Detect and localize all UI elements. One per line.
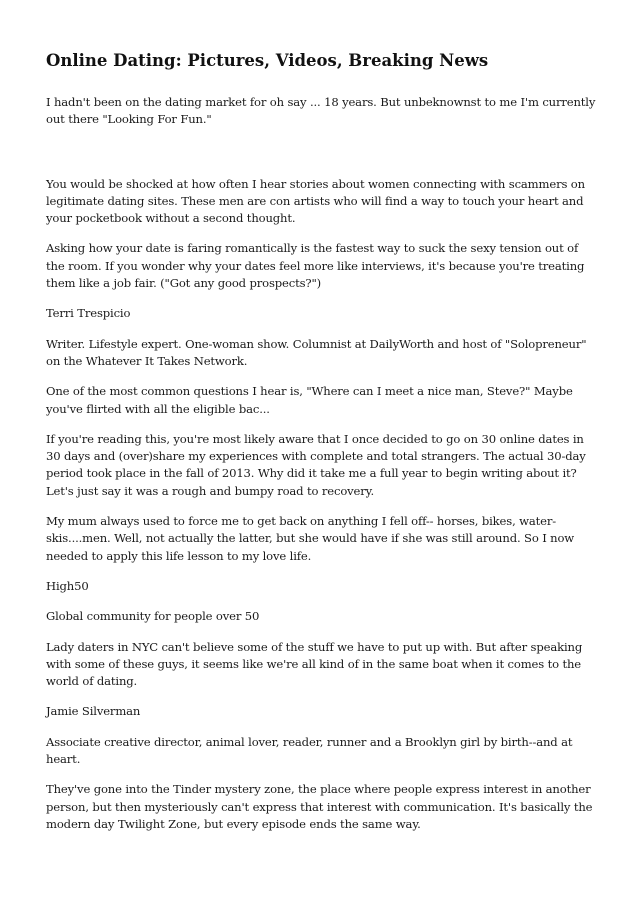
paragraph-nice-man: One of the most common questions I hear is, "Where can I meet a nice man, Steve?" Maybe you've flirted with all the eligible bac...	[46, 384, 573, 416]
paragraph-nyc-daters: Lady daters in NYC can't believe some of the stuff we have to put up with. But after speaking with some of these guys, it seems like we're all kind of in the same boat when it comes to the world of dating.	[46, 639, 583, 689]
section-gap	[46, 142, 598, 176]
paragraph-30-dates: If you're reading this, you're most likely aware that I once decided to go on 30 online dates in 30 days and (over)share my experiences with complete and total strangers. The actual 30-day period took place in the fall of 2013. Why did it take me a full year to begin writing about it? Let's just say it was a rough and bumpy road to recovery.	[46, 431, 586, 498]
author-name: Jamie Silverman	[46, 704, 141, 719]
paragraph-intro: I hadn't been on the dating market for oh say ... 18 years. But unbeknownst to me I'm currently out there "Looking For Fun."	[46, 95, 596, 127]
paragraph-mum: My mum always used to force me to get back on anything I fell off-- horses, bikes, water-skis....men. Well, not actually the latter, but she would have if she was still around. So I now needed to apply this life lesson to my love life.	[46, 514, 575, 563]
author-bio: Associate creative director, animal lover, reader, runner and a Brooklyn girl by birth--and at heart.	[46, 734, 573, 767]
paragraph-tinder: They've gone into the Tinder mystery zone, the place where people express interest in another person, but then mysteriously can't express that interest with communication. It's basically the modern day Twilight Zone, but every episode ends the same way.	[46, 782, 593, 831]
paragraph-romance-question: Asking how your date is faring romantically is the fastest way to suck the sexy tension out of the room. If you wonder why your dates feel more like interviews, it's because you're treating them like a job fair. ("Got any good prospects?")	[46, 241, 585, 291]
page-title: Online Dating: Pictures, Videos, Breaking News	[46, 51, 489, 70]
paragraph-scammers: You would be shocked at how often I hear stories about women connecting with scammers on legitimate dating sites. These men are con artists who will find a way to touch your heart and your pocketbook without a second thought.	[46, 176, 585, 226]
author-name: Terri Trespicio	[46, 306, 131, 321]
document-page	[46, 50, 598, 846]
author-bio: Global community for people over 50	[46, 609, 260, 624]
author-name: High50	[46, 578, 89, 593]
author-bio: Writer. Lifestyle expert. One-woman show. Columnist at DailyWorth and host of "Solopreneur" on the Whatever It Takes Network.	[46, 336, 587, 368]
